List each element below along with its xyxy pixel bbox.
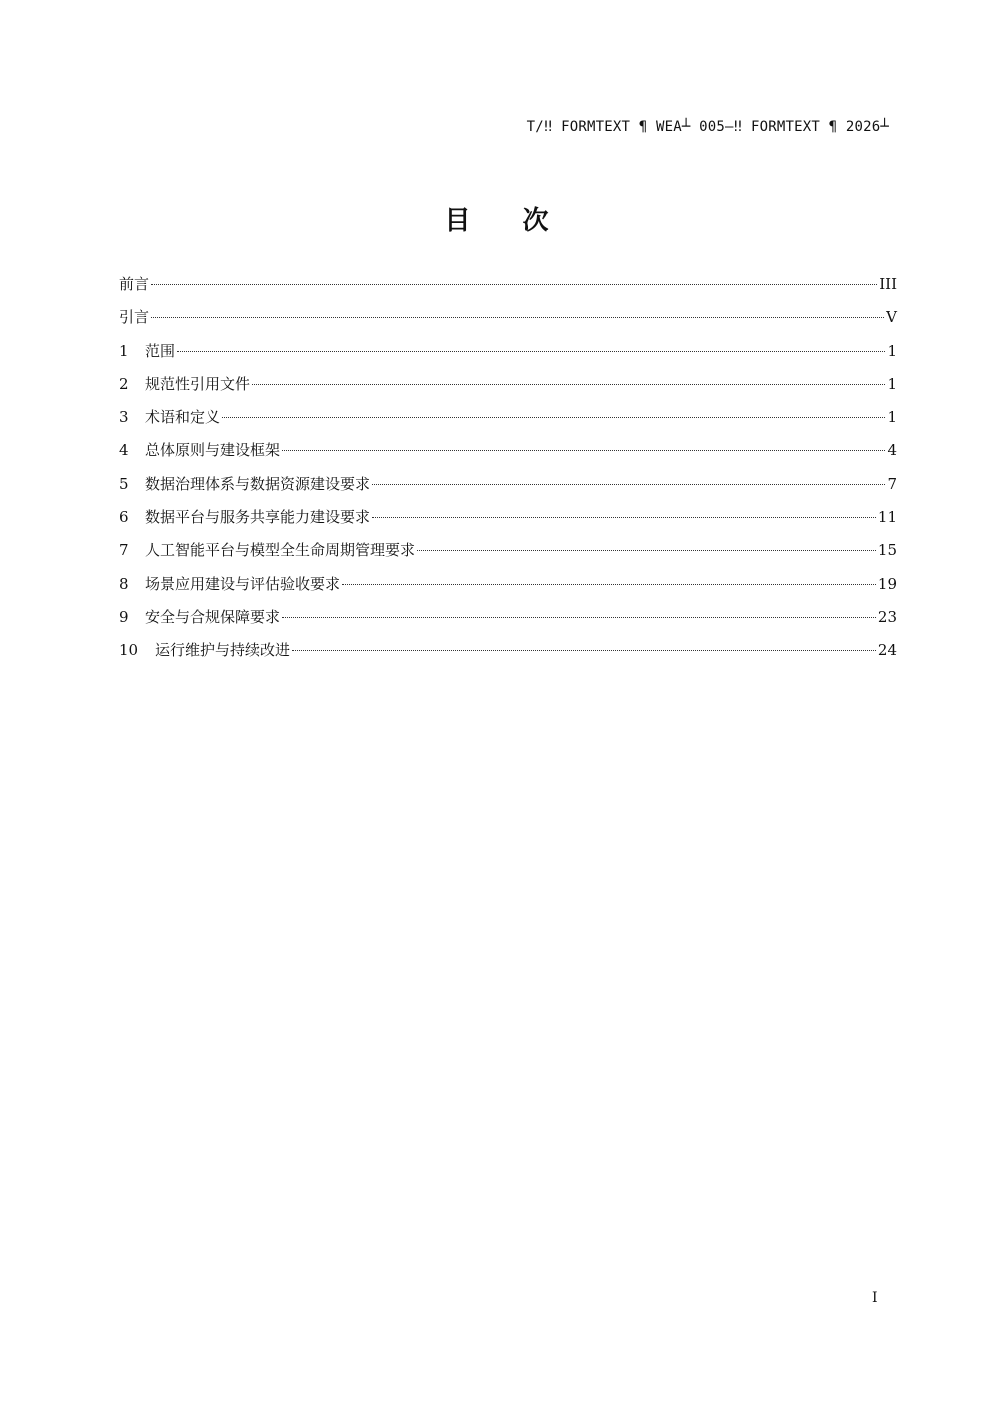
toc-entry-title: 范围 [145, 341, 176, 360]
toc-entry-7[interactable] [119, 540, 897, 573]
toc-entry-3[interactable] [119, 407, 897, 440]
toc-entry-number: 3 [119, 408, 129, 427]
toc-entry-page: 11 [877, 508, 897, 527]
toc-entry-number: 5 [119, 474, 129, 493]
toc-entry-title: 人工智能平台与模型全生命周期管理要求 [145, 541, 416, 560]
toc-entry-number: 1 [119, 341, 129, 360]
toc-entry-page: 15 [877, 541, 897, 560]
toc-entry-page: 23 [877, 607, 897, 626]
toc-entry-page: 1 [887, 408, 897, 427]
toc-entry-title: 场景应用建设与评估验收要求 [145, 574, 341, 593]
toc-entry-page: III [879, 275, 897, 293]
toc-entry-number: 6 [119, 508, 129, 527]
toc-entry-title: 运行维护与持续改进 [155, 641, 291, 660]
toc-dot-leader [282, 617, 876, 618]
toc-entry-title: 安全与合规保障要求 [145, 607, 281, 626]
toc-entry-foreword[interactable] [119, 274, 897, 307]
toc-entry-page: 1 [887, 374, 897, 393]
toc-dot-leader [292, 650, 876, 651]
toc-entry-page: 7 [887, 474, 897, 493]
toc-entry-number: 7 [119, 541, 129, 560]
toc-entry-number: 9 [119, 607, 129, 626]
toc-dot-leader [342, 584, 876, 585]
toc-entry-title: 前言 [119, 275, 150, 293]
toc-entry-1[interactable] [119, 341, 897, 374]
toc-dot-leader [417, 550, 876, 551]
toc-dot-leader [151, 317, 884, 318]
toc-entry-title: 总体原则与建设框架 [145, 441, 281, 460]
toc-entry-page: 24 [877, 641, 897, 660]
toc-entry-6[interactable] [119, 507, 897, 540]
toc-entry-page: 4 [887, 441, 897, 460]
toc-entry-number: 8 [119, 574, 129, 593]
toc-entry-title: 数据治理体系与数据资源建设要求 [145, 474, 371, 493]
toc-entry-8[interactable] [119, 574, 897, 607]
toc-entry-title: 引言 [119, 308, 150, 327]
table-of-contents [119, 274, 897, 674]
page-number: I [872, 1290, 878, 1306]
toc-entry-page: V [886, 308, 897, 327]
toc-dot-leader [252, 384, 885, 385]
toc-entry-10[interactable] [119, 640, 897, 673]
toc-entry-number: 4 [119, 441, 129, 460]
page-title: 目次 [444, 206, 601, 236]
toc-entry-4[interactable] [119, 440, 897, 473]
toc-dot-leader [151, 284, 877, 285]
toc-entry-number: 10 [119, 641, 139, 660]
toc-entry-number: 2 [119, 374, 129, 393]
toc-entry-page: 19 [877, 574, 897, 593]
toc-dot-leader [222, 417, 885, 418]
toc-dot-leader [282, 450, 885, 451]
toc-entry-page: 1 [887, 341, 897, 360]
toc-entry-introduction[interactable] [119, 307, 897, 340]
toc-entry-9[interactable] [119, 607, 897, 640]
toc-entry-5[interactable] [119, 474, 897, 507]
toc-entry-title: 规范性引用文件 [145, 374, 251, 393]
document-code-header: T/‼ FORMTEXT ¶ WEA┴ 005—‼ FORMTEXT ¶ 2026┴ [526, 119, 889, 135]
toc-entry-title: 术语和定义 [145, 408, 221, 427]
toc-entry-2[interactable] [119, 374, 897, 407]
toc-dot-leader [372, 484, 885, 485]
toc-dot-leader [372, 517, 876, 518]
toc-entry-title: 数据平台与服务共享能力建设要求 [145, 508, 371, 527]
toc-dot-leader [177, 351, 885, 352]
